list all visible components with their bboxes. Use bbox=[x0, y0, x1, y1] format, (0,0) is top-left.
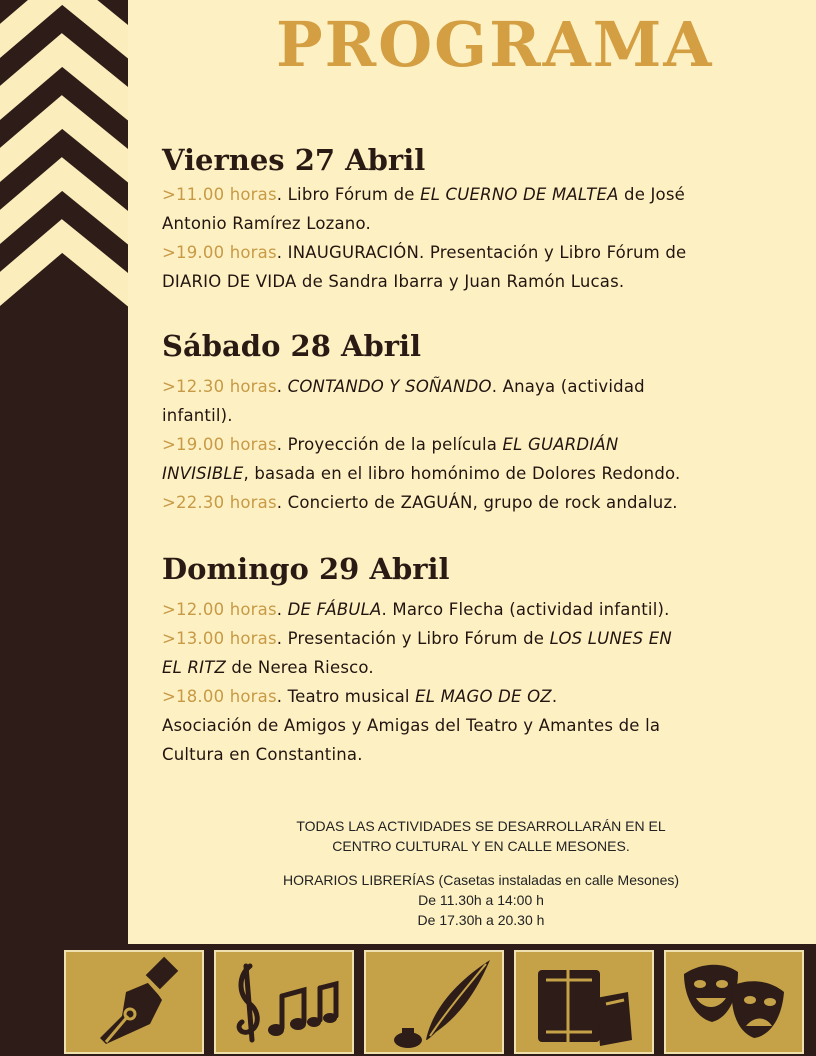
day-1-lines bbox=[162, 180, 782, 296]
program-line bbox=[162, 372, 782, 401]
program-text: INVISIBLE bbox=[162, 464, 244, 483]
program-text: DIARIO DE VIDA de Sandra Ibarra y Juan Ramón Lucas. bbox=[162, 272, 625, 291]
program-line bbox=[162, 624, 782, 653]
day-heading-2: Sábado 28 Abril bbox=[162, 329, 422, 363]
program-text: EL CUERNO DE MALTEA bbox=[420, 185, 619, 204]
quill-inkwell-icon bbox=[364, 950, 504, 1054]
program-text: . INAUGURACIÓN. Presentación y Libro Fórum de bbox=[276, 243, 687, 262]
program-text: EL MAGO DE OZ bbox=[415, 687, 552, 706]
program-line bbox=[162, 238, 782, 267]
bookshop-hours bbox=[150, 870, 812, 930]
program-text: EL RITZ bbox=[162, 658, 226, 677]
program-line bbox=[162, 180, 782, 209]
bookshop-hours-title: HORARIOS LIBRERÍAS (Casetas instaladas en calle Mesones) bbox=[282, 872, 680, 888]
activities-note-line-2: CENTRO CULTURAL Y EN CALLE MESONES. bbox=[332, 838, 630, 854]
program-line bbox=[162, 595, 782, 624]
program-time: >19.00 horas bbox=[162, 435, 277, 454]
program-time: >18.00 horas bbox=[162, 687, 277, 706]
icon-strip bbox=[58, 944, 816, 1056]
program-line bbox=[162, 267, 782, 296]
program-text: . Concierto de ZAGUÁN, grupo de rock andaluz. bbox=[276, 493, 678, 512]
day-heading-3: Domingo 29 Abril bbox=[162, 552, 450, 586]
day-3-lines bbox=[162, 595, 782, 769]
program-line bbox=[162, 711, 782, 740]
program-line bbox=[162, 209, 782, 238]
program-text: DE FÁBULA bbox=[287, 600, 382, 619]
program-line bbox=[162, 653, 782, 682]
program-time: >22.30 horas bbox=[162, 493, 277, 512]
program-line bbox=[162, 682, 782, 711]
fountain-pen-icon bbox=[64, 950, 204, 1054]
activities-note bbox=[150, 816, 812, 856]
program-text: EL GUARDIÁN bbox=[502, 435, 619, 454]
program-text: Asociación de Amigos y Amigas del Teatro y Amantes de la bbox=[162, 716, 661, 735]
day-2-lines bbox=[162, 372, 782, 517]
program-time: >13.00 horas bbox=[162, 629, 277, 648]
theater-masks-icon bbox=[664, 950, 804, 1054]
bookshop-hours-1: De 11.30h a 14:00 h bbox=[418, 892, 544, 908]
program-time: >12.00 horas bbox=[162, 600, 277, 619]
program-text: de Nerea Riesco. bbox=[225, 658, 374, 677]
program-text: . bbox=[276, 600, 288, 619]
page-title: PROGRAMA bbox=[276, 8, 714, 81]
program-text: , basada en el libro homónimo de Dolores Redondo. bbox=[243, 464, 681, 483]
program-line bbox=[162, 740, 782, 769]
music-notes-icon bbox=[214, 950, 354, 1054]
program-text: LOS LUNES EN bbox=[549, 629, 672, 648]
program-text: . bbox=[551, 687, 558, 706]
program-text: . Marco Flecha (actividad infantil). bbox=[381, 600, 670, 619]
program-time: >19.00 horas bbox=[162, 243, 277, 262]
program-text: Antonio Ramírez Lozano. bbox=[162, 214, 371, 233]
program-text: infantil). bbox=[162, 406, 233, 425]
activities-note-line-1: TODAS LAS ACTIVIDADES SE DESARROLLARÁN EN EL bbox=[296, 818, 666, 834]
program-text: de José bbox=[618, 185, 686, 204]
program-text: . bbox=[276, 377, 288, 396]
program-text: . Libro Fórum de bbox=[276, 185, 421, 204]
program-text: CONTANDO Y SOÑANDO bbox=[287, 377, 492, 396]
day-heading-1: Viernes 27 Abril bbox=[162, 143, 426, 177]
bookshop-hours-2: De 17.30h a 20.30 h bbox=[417, 912, 545, 928]
program-line bbox=[162, 401, 782, 430]
chevron-5 bbox=[0, 236, 128, 306]
program-line bbox=[162, 488, 782, 517]
program-text: . Anaya (actividad bbox=[491, 377, 645, 396]
program-line bbox=[162, 459, 782, 488]
program-line bbox=[162, 430, 782, 459]
program-text: Cultura en Constantina. bbox=[162, 745, 363, 764]
chevron-decoration bbox=[0, 0, 128, 310]
books-icon bbox=[514, 950, 654, 1054]
program-text: . Teatro musical bbox=[276, 687, 416, 706]
program-text: . Proyección de la película bbox=[276, 435, 503, 454]
program-time: >12.30 horas bbox=[162, 377, 277, 396]
program-time: >11.00 horas bbox=[162, 185, 277, 204]
left-sidebar-band bbox=[0, 0, 128, 1056]
program-text: . Presentación y Libro Fórum de bbox=[276, 629, 550, 648]
